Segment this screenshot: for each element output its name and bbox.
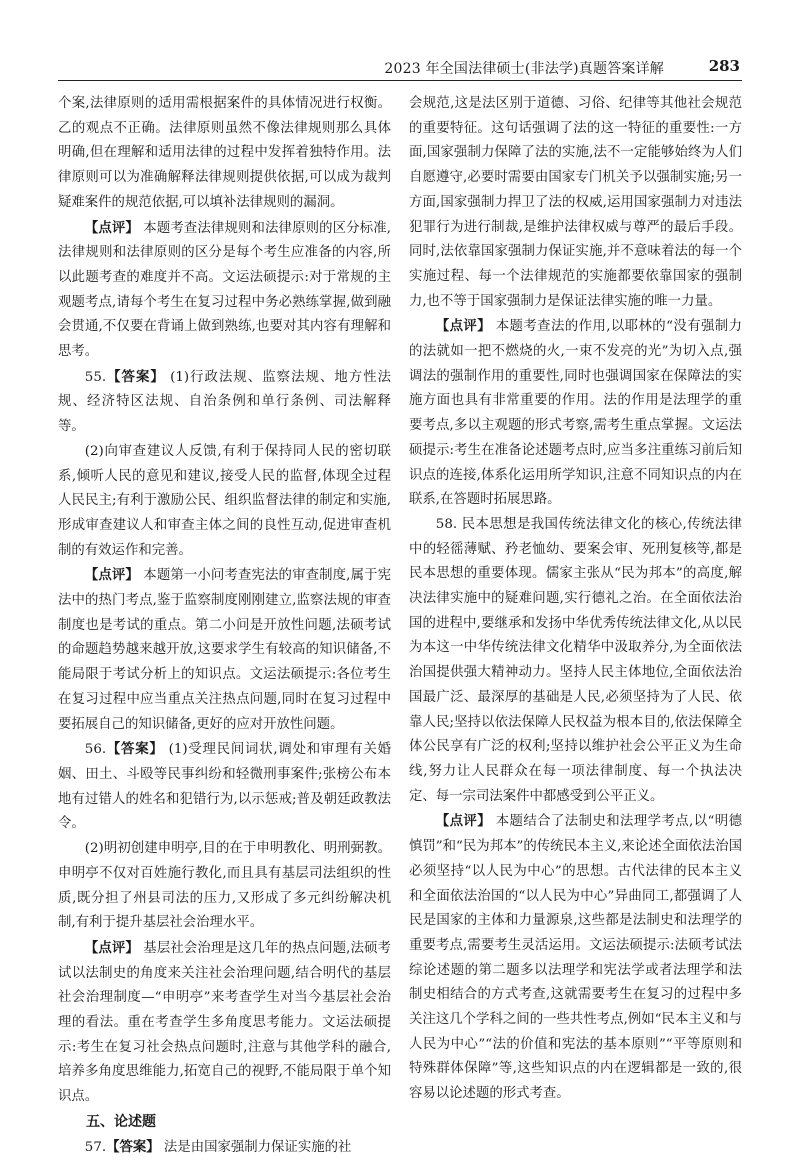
paragraph: (2)向审查建议人反馈,有利于保持同人民的密切联系,倾听人民的意见和建议,接受人民的监督,体现全过程人民民主;有利于激励公民、组织监督法律的制定和实施,形成审查建议人和审查主体之间的良性互动,促进审查机制的有效运作和完善。 <box>58 443 391 558</box>
left-column <box>58 92 391 1160</box>
answer-label: 【答案】 <box>106 368 165 385</box>
comment-text: 本题结合了法制史和法理学考点,以“明德慎罚”和“民为邦本”的传统民本主义,来论述全面依法治国必须坚持“以人民为中心”的思想。古代法律的民本主义和全面依法治国的“以人民为中心”异曲同工,都强调了人民是国家的主体和力量源泉,这些都是法制史和法理学的重要考点,需要考生灵活运用。文运法硕提示:法硕考试法综论述题的第二题多以法理学和宪法学或者法理学和法制史相结合的方式考查,这就需要考生在复习的过程中多关注这几个学科之间的一些共性考点,例如“民本主义和与人民为中心”“法的价值和宪法的基本原则”“平等原则和特殊群体保障”等,这些知识点的内在逻辑都是一致的,很容易以论述题的形式考查。 <box>409 814 743 1102</box>
question-number: 56. <box>84 742 107 758</box>
comment-text: 本题考查法的作用,以耶林的“没有强制力的法就如一把不燃烧的火,一束不发亮的光”为切入点,强调法的强制作用的重要性,同时也强调国家在保障法的实施方面也具有非常重要的作用。法的作用是法理学的重要考点,多以主观题的形式考察,需考生重点掌握。文运法硕提示:考生在准备论述题考点时,应当多注重练习前后知识点的连接,体系化运用所学知识,注意不同知识点的内在联系,在答题时拓展思路。 <box>409 319 743 508</box>
page-header <box>58 52 742 81</box>
running-title: 2023 年全国法律硕士(非法学)真题答案详解 <box>384 61 664 77</box>
answer-text: 民本思想是我国传统法律文化的核心,传统法律中的轻徭薄赋、矜老恤幼、要案会审、死刑复核等,都是民本思想的重要体现。儒家主张从“民为邦本”的高度,解决法律实施中的疑难问题,实行德礼之治。在全面依法治国的进程中,要继承和发扬中华优秀传统法律文化,从以民为本这一中华传统法律文化精华中汲取养分,为全面依法治国提供强大精神动力。坚持人民主体地位,全面依法治国最广泛、最深厚的基础是人民,必须坚持为了人民、依靠人民;坚持以依法保障人民权益为根本目的,依法保障全体公民享有广泛的权利;坚持以维护社会公平正义为生命线,努力让人民群众在每一项法律制度、每一个执法决定、每一宗司法案件中都感受到公平正义。 <box>409 516 742 804</box>
comment-text: 本题第一小问考查宪法的审查制度,属于宪法中的热门考点,鉴于监察制度刚刚建立,监察法规的审查制度也是考试的重点。第二小问是开放性问题,法硕考试的命题趋势越来越开放,这要求学生有较高的知识储备,不能局限于考试分析上的知识点。文运法硕提示:各位考生在复习过程中应当重点关注热点问题,同时在复习过程中要拓展自己的知识储备,更好的应对开放性问题。 <box>58 568 392 732</box>
answer-text: (1)行政法规、监察法规、地方性法规、经济特区法规、自治条例和单行条例、司法解释等。 <box>58 369 392 435</box>
comment-text: 基层社会治理是这几年的热点问题,法硕考试以法制史的角度来关注社会治理问题,结合明代的基层社会治理制度—“申明亭”来考查学生对当今基层社会治理的看法。重在考查学生多角度思考能力。文运法硕提示:考生在复习社会热点问题时,注意与其他学科的融合,培养多角度思维能力,拓宽自己的视野,不能局限于单个知识点。 <box>58 940 392 1105</box>
answer-label: 【答案】 <box>106 741 164 758</box>
comment-paragraph <box>58 936 391 1110</box>
section-heading: 五、论述题 <box>86 1113 156 1130</box>
answer-label: 【答案】 <box>106 1138 160 1155</box>
answer-text: 法是由国家强制力保证实施的社 <box>159 1139 352 1155</box>
right-column <box>409 92 742 1107</box>
comment-label: 【点评】 <box>435 813 492 830</box>
comment-label: 【点评】 <box>435 318 492 335</box>
question-number: 55. <box>84 369 107 385</box>
paragraph: 会规范,这是法区别于道德、习俗、纪律等其他社会规范的重要特征。这句话强调了法的这一特征的重要性:一方面,国家强制力保障了法的实施,法不一定能够始终为人们自愿遵守,必要时需要由国家专门机关予以强制实施;另一方面,国家强制力捍卫了法的权威,运用国家强制力对违法犯罪行为进行制裁,是维护法律权威与尊严的最后手段。同时,法依靠国家强制力保证实施,并不意味着法的每一个实施过程、每一个法律规范的实施都要依靠国家的强制力,也不等于国家强制力是保证法律实施的唯一力量。 <box>409 96 742 309</box>
question-number: 57. <box>84 1139 107 1155</box>
answer-paragraph <box>58 1135 391 1160</box>
comment-label: 【点评】 <box>84 939 139 956</box>
comment-text: 本题考查法律规则和法律原则的区分标准,法律规则和法律原则的区分是每个考生应准备的内容,所以此题考查的难度并不高。文运法硕提示:对于常规的主观题考点,请每个考生在复习过程中务必熟练掌握,做到融会贯通,不仅要在背诵上做到熟练,也要对其内容有理解和思考。 <box>58 220 392 360</box>
question-number: 58. <box>435 516 458 532</box>
answer-paragraph <box>58 365 391 440</box>
paragraph: (2)明初创建申明亭,目的在于申明教化、明刑弼教。申明亭不仅对百姓施行教化,而且具有基层司法组织的性质,既分担了州县司法的压力,又形成了多元纠纷解决机制,有利于提升基层社会治理水平。 <box>58 841 391 931</box>
comment-label: 【点评】 <box>84 219 139 236</box>
comment-paragraph <box>58 216 391 365</box>
paragraph: 个案,法律原则的适用需根据案件的具体情况进行权衡。乙的观点不正确。法律原则虽然不像法律规则那么具体明确,但在理解和适用法律的过程中发挥着独特作用。法律原则可以为准确解释法律规则提供依据,可以成为裁判疑难案件的规范依据,可以填补法律规则的漏洞。 <box>58 96 391 210</box>
answer-paragraph <box>409 513 742 809</box>
comment-paragraph <box>409 809 742 1106</box>
page-number: 283 <box>708 57 740 75</box>
answer-text: (1)受理民间词状,调处和审理有关婚姻、田土、斗殴等民事纠纷和轻微刑事案件;张榜公布本地有过错人的姓名和犯错行为,以示惩戒;普及朝廷政教法令。 <box>58 742 391 832</box>
comment-label: 【点评】 <box>84 567 139 584</box>
comment-paragraph <box>58 563 391 737</box>
answer-paragraph <box>58 737 391 837</box>
comment-paragraph <box>409 314 742 513</box>
